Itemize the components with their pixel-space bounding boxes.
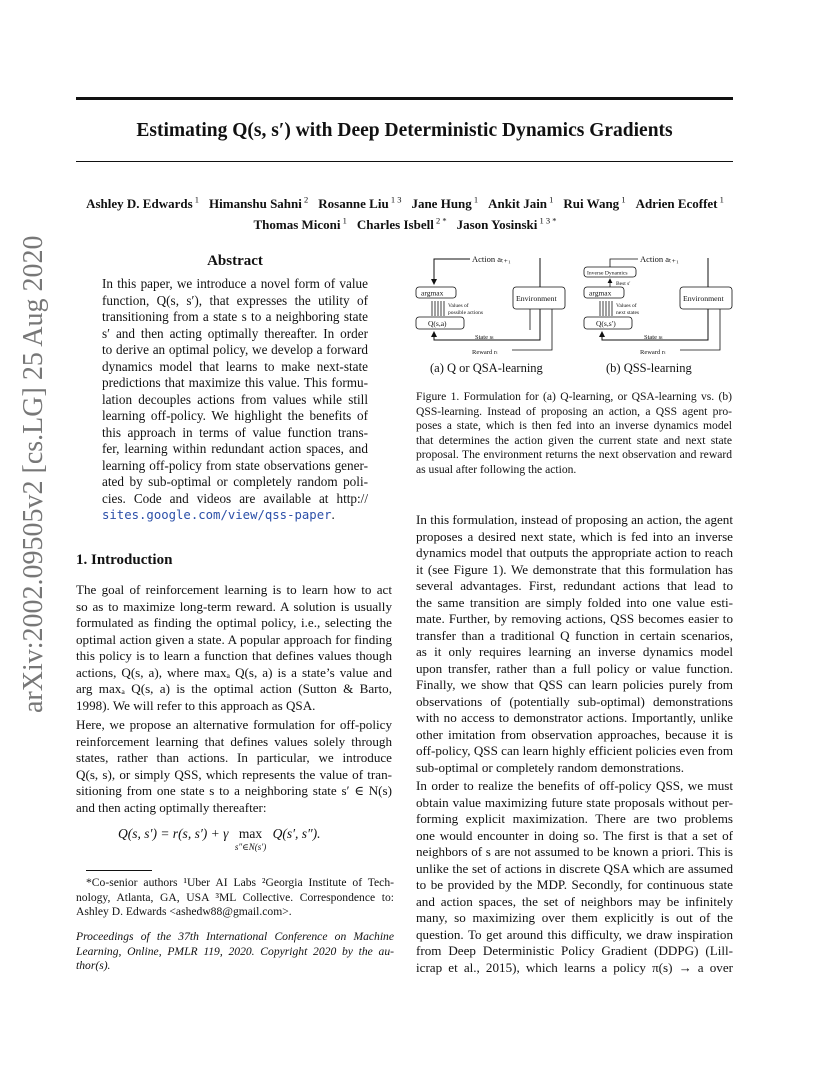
intro-line: and then acting optimally thereafter:	[76, 799, 267, 815]
author-affiliation: 1 3	[388, 195, 402, 205]
proceedings-note	[76, 930, 394, 974]
intro-line: actions, Q(s, a), where maxₐ Q(s, a) is a state’s value and	[76, 664, 392, 680]
intro-line: this policy is to learn a function that defines values though	[76, 648, 392, 663]
body-line: off-policy, QSS can learn highly efficient policies even from	[416, 743, 733, 758]
author-affiliation: 1	[619, 195, 626, 205]
intro-line: The goal of reinforcement learning is to learn how to act	[76, 582, 392, 597]
abstract-heading: Abstract	[207, 253, 263, 269]
author-affiliation: 1	[340, 215, 347, 226]
diagram-b-caption: (b) QSS-learning	[606, 361, 692, 375]
author-name: Rui Wang	[563, 196, 620, 212]
proceedings-line: thor(s).	[76, 959, 111, 973]
author	[636, 196, 724, 211]
body-line: icrap et al., 2015), which learns a policy π(s) → a over	[416, 959, 733, 975]
diagram-a-action-left-arrow	[434, 259, 470, 284]
author-line-2	[60, 212, 750, 232]
body-line: neighbors of s are not assumed to be known a priori. This is	[416, 844, 733, 859]
diagram-a-reward-link	[512, 309, 552, 350]
abstract-body	[102, 276, 368, 524]
body-line: other imitation from observation approaches, because it is	[416, 726, 733, 742]
intro-paragraph-1	[76, 582, 392, 714]
figure-1-caption	[416, 390, 732, 478]
diagram-a-value-arrows	[432, 301, 444, 316]
author	[318, 196, 401, 211]
intro-line: arg maxₐ Q(s, a) is the optimal action (Sutton & Barto,	[76, 681, 392, 696]
diagram-a-caption: (a) Q or QSA-learning	[430, 361, 543, 375]
author-name: Jane Hung	[411, 196, 472, 212]
diagram-b-state-label: State sₜ	[644, 334, 664, 341]
abstract-line: s′ and then acting optimally thereafter. In order	[102, 325, 368, 341]
diagram-b	[584, 254, 732, 375]
equation-subscript: s″∈N(s′)	[234, 842, 267, 852]
footnote-rule	[86, 870, 152, 871]
author-name: Adrien Ecoffet	[635, 196, 718, 212]
abstract-line: to derive an optimal policy, we develop a forward	[102, 342, 368, 357]
body-line: to be provided by the MDP. Secondly, for continuous state	[416, 877, 733, 892]
author-name: Ankit Jain	[488, 196, 548, 212]
author	[86, 196, 199, 211]
intro-line: formulated as finding the optimal policy, i.e., selecting the	[76, 615, 392, 630]
diagram-a-q-label: Q(s,a)	[428, 319, 447, 328]
project-url-link[interactable]: sites.google.com/view/qss-paper	[102, 508, 332, 522]
diagram-b-q-label: Q(s,s′)	[596, 319, 616, 328]
intro-line: reinforcement learning that defines values solely through	[76, 733, 392, 749]
author-name: Jason Yosinski	[456, 216, 538, 232]
author	[253, 217, 346, 232]
diagram-a-values-label-2: possible actions	[448, 310, 483, 316]
body-line: upon transfer, rather than a full policy or value function.	[416, 660, 733, 676]
proceedings-line: Proceedings of the 37th International Conference on Machine	[76, 930, 394, 943]
equation-left: Q(s, s′) = r(s, s′) + γ	[118, 826, 229, 841]
body-line: proposes a desired next state, which is fed into an inverse	[416, 528, 733, 544]
intro-paragraph-2	[76, 717, 392, 816]
author-name: Rosanne Liu	[318, 196, 389, 212]
footnote-line: nology, Atlanta, GA, USA ³ML Collective. Correspondence to:	[76, 890, 394, 904]
footnote-line: Ashley D. Edwards <ashedw88@gmail.com>.	[76, 905, 292, 919]
abstract-line: In this paper, we introduce a novel form of value	[102, 276, 368, 291]
body-line: observations of (potentially sub-optimal) demonstrations	[416, 693, 733, 709]
intro-line: so as to maximize long-term reward. A solution is usually	[76, 598, 392, 614]
right-paragraph-2	[416, 778, 733, 976]
proceedings-line: Learning, Online, PMLR 119, 2020. Copyright 2020 by the au-	[76, 944, 394, 958]
diagram-a-action-label: Action aₜ₊₁	[472, 254, 511, 264]
abstract-line: transitioning from a state s to a neighboring state	[102, 309, 368, 324]
diagram-b-values-label-2: next states	[616, 310, 640, 316]
body-line: several advantages. First, redundant actions that lead to	[416, 578, 733, 593]
paper-title: Estimating Q(s, s′) with Deep Deterministic Dynamics Gradients	[136, 120, 673, 141]
author-name: Ashley D. Edwards	[86, 196, 193, 212]
intro-line: 1998). We will refer to this approach as QSA.	[76, 697, 316, 713]
diagram-b-action-left-link	[610, 259, 638, 267]
figure-caption-line: poses a state, which is then fed into an inverse dynamics model	[416, 419, 732, 433]
arxiv-stamp: arXiv:2002.09505v2 [cs.LG] 25 Aug 2020	[18, 235, 49, 713]
author-name: Thomas Miconi	[253, 216, 341, 232]
body-line: transfer than a traditional Q function in certain scenarios,	[416, 627, 733, 643]
diagram-b-value-arrows	[600, 301, 612, 316]
body-line: In this formulation, instead of proposing an action, the agent	[416, 512, 733, 527]
author	[457, 217, 557, 232]
body-line: as it only requires learning an inverse dynamics model	[416, 644, 733, 659]
intro-line: states, rather than actions. In particular, we introduce	[76, 750, 392, 765]
diagram-b-best-label: Best s′	[616, 281, 631, 287]
diagram-b-reward-link	[680, 309, 720, 350]
author-affiliation: 1	[192, 195, 200, 205]
author	[411, 196, 478, 211]
footnote-line: *Co-senior authors ¹Uber AI Labs ²Georgia Institute of Tech-	[86, 876, 394, 889]
body-line: obtain value maximizing future state proposals without per-	[416, 794, 733, 810]
body-line: question. To get around this difficulty, we draw inspiration	[416, 926, 733, 942]
diagram-a-state-label: State sₜ	[475, 334, 495, 341]
author-name: Charles Isbell	[356, 216, 434, 232]
body-line: and action spaces, the set of neighbors may be infinitely	[416, 893, 733, 909]
diagram-b-environment-label: Environment	[683, 294, 724, 303]
diagram-a-argmax-label: argmax	[421, 288, 444, 298]
abstract-url-period: .	[331, 507, 335, 522]
author	[488, 196, 553, 211]
intro-line: Here, we propose an alternative formulation for off-policy	[76, 717, 392, 732]
body-line: In order to realize the benefits of off-policy QSS, we must	[416, 778, 733, 793]
body-line: with no access to demonstrator actions. Importantly, unlike	[416, 710, 733, 725]
diagram-b-reward-label: Reward rₜ	[640, 349, 666, 356]
diagram-a-environment-label: Environment	[516, 294, 557, 303]
author-list	[60, 192, 750, 233]
intro-line: Q(s, s), or simply QSS, which represents the value of tran-	[76, 766, 392, 782]
author-affiliation: 2	[301, 195, 309, 205]
author	[563, 196, 625, 211]
equation-max: max	[238, 826, 263, 841]
intro-heading: 1. Introduction	[76, 552, 173, 568]
footnote	[76, 876, 394, 920]
diagram-a-reward-label: Reward rₜ	[472, 349, 498, 356]
figure-caption-line: Figure 1. Formulation for (a) Q-learning, or QSA-learning vs. (b)	[416, 390, 732, 403]
body-line: it (see Figure 1). We demonstrate that this formulation has	[416, 561, 733, 577]
body-line: many, so maximizing over them explicitly is out of the	[416, 910, 733, 925]
diagram-b-inverse-dynamics-label: Inverse Dynamics	[587, 270, 628, 277]
diagram-a-values-label: Values of	[448, 303, 469, 309]
abstract-line: function, Q(s, s′), that expresses the utility of	[102, 292, 368, 308]
abstract-line: ated by sub-optimal or completely random poli-	[102, 474, 368, 489]
equation-right: Q(s′, s″).	[272, 826, 321, 841]
abstract-line: dynamics model that learns to make next-state	[102, 358, 368, 374]
diagram-b-argmax-label: argmax	[589, 288, 612, 298]
figure-caption-line: proposal. The environment returns the next observation and reward	[416, 448, 732, 462]
abstract-line: fer, learning within redundant action spaces, and	[102, 441, 368, 456]
figure-caption-line: QSS-learning. Instead of proposing an action, a QSS agent pro-	[416, 404, 732, 418]
intro-line: optimal action given a state. A popular approach for finding	[76, 631, 392, 647]
body-line: from Deep Deterministic Policy Gradient (DDPG) (Lill-	[416, 943, 733, 958]
author-affiliation: 2 *	[433, 215, 447, 226]
author-affiliation: 1 3 *	[537, 215, 557, 226]
body-line: dynamics model that outputs the appropriate action to reach	[416, 545, 733, 560]
author-line-1	[60, 192, 750, 212]
body-line: one would encounter in doing so. The first is that a set of	[416, 827, 733, 843]
author-name: Himanshu Sahni	[209, 196, 302, 212]
figure-caption-line: as usual after following the action.	[416, 462, 577, 476]
author-affiliation: 1	[547, 195, 554, 205]
body-line: forming explicit maximization. There are two problems	[416, 811, 733, 826]
qss-equation	[118, 826, 321, 858]
abstract-line: this approach in terms of value function trans-	[102, 424, 368, 440]
abstract-line: learning off-policy from state observations gener-	[102, 457, 368, 473]
body-line: unlike the set of actions in discrete QSA which are assumed	[416, 860, 733, 876]
author	[209, 196, 308, 211]
right-paragraph-1	[416, 512, 733, 776]
author	[357, 217, 447, 232]
author-affiliation: 1	[471, 195, 479, 205]
body-line: the same transition are simply folded into one value esti-	[416, 594, 733, 610]
body-line: mate. Further, by removing actions, QSS becomes easier to	[416, 611, 733, 626]
intro-line: sitioning from one state s to a neighboring state s′ ∈ N(s)	[76, 783, 392, 798]
figure-1-diagrams	[412, 250, 734, 380]
abstract-line: cies. Code and videos are available at http://	[102, 490, 368, 506]
diagram-b-values-label: Values of	[616, 303, 637, 309]
body-line: Finally, we show that QSS can learn policies purely from	[416, 677, 733, 692]
abstract-url-line	[102, 507, 368, 524]
body-line: sub-optimal or completely random demonstrations.	[416, 759, 685, 775]
abstract-line: learning off-policy. We highlight the benefits of	[102, 408, 368, 423]
figure-caption-line: that determines the action given the current state and next state	[416, 433, 732, 447]
diagram-b-action-label: Action aₜ₊₁	[640, 254, 679, 264]
author-affiliation: 1	[717, 195, 724, 205]
title-bottom-rule	[76, 161, 733, 162]
abstract-line: predictions that maximize this value. This formu-	[102, 375, 368, 390]
title-top-rule	[76, 97, 733, 100]
diagram-a	[416, 254, 565, 375]
abstract-line: lation decouples actions from values while still	[102, 391, 368, 407]
